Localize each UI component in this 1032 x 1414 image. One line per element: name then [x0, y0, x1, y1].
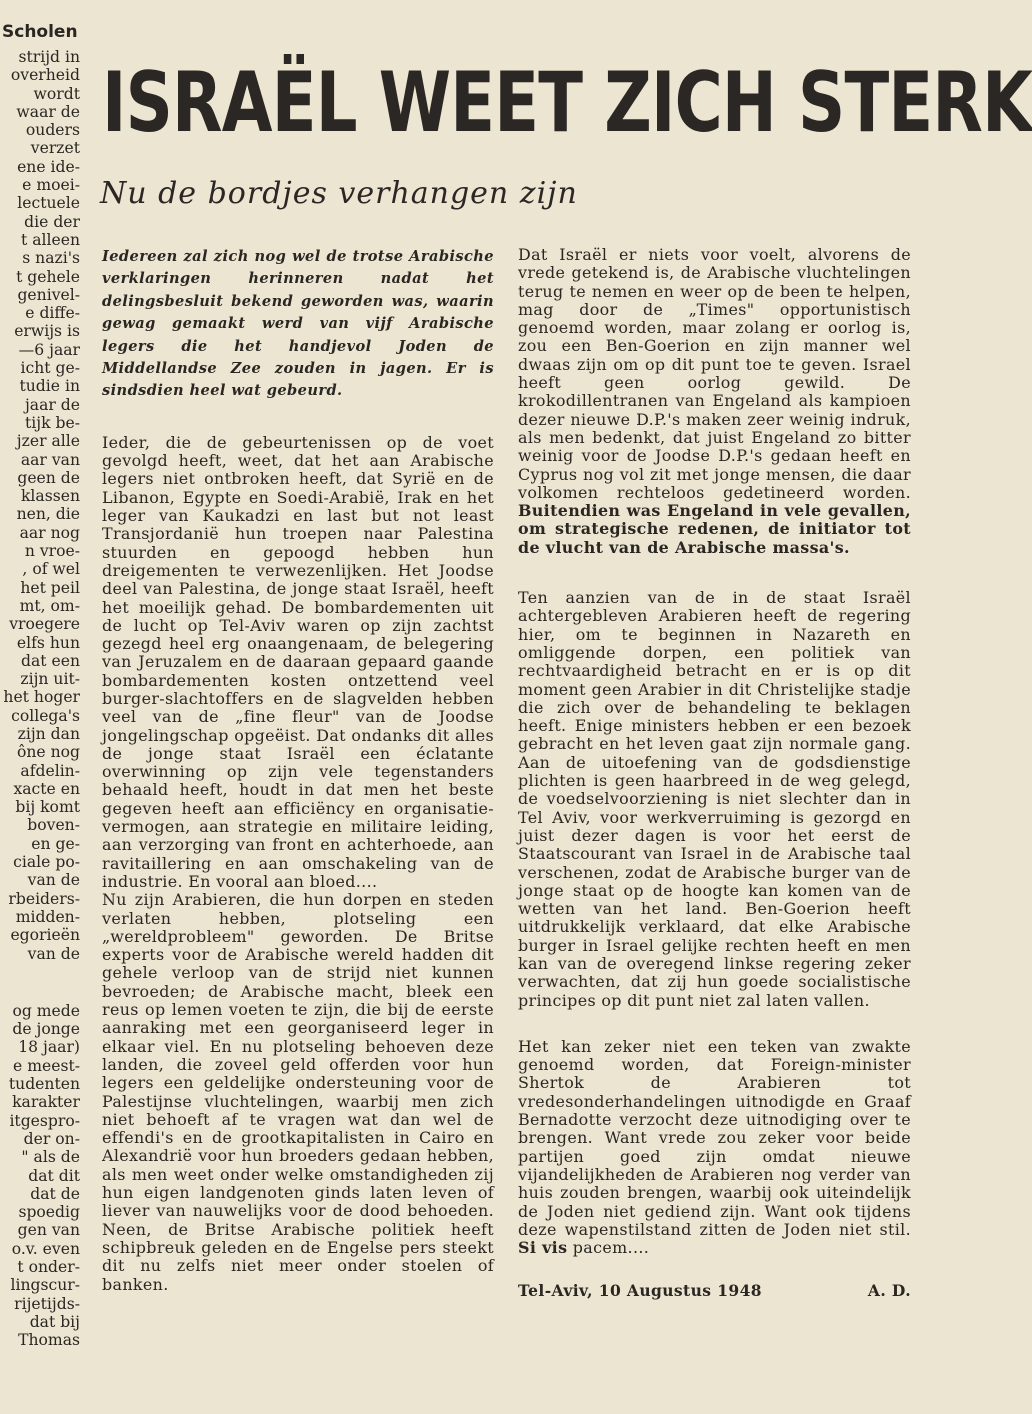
article-column-2: [518, 246, 911, 1301]
article-column-1: [102, 246, 494, 1294]
article-signature: [518, 1281, 911, 1301]
fragment-lines-bottom: [0, 1002, 82, 1350]
fragment-line: e diffe-: [25, 304, 80, 323]
fragment-line: midden-: [15, 907, 80, 926]
fragment-line: overheid: [10, 66, 80, 85]
fragment-line: " als de: [21, 1148, 80, 1167]
fragment-line: afdelin-: [20, 761, 80, 780]
fragment-line: klassen: [20, 487, 80, 506]
fragment-line: t gehele: [16, 267, 80, 286]
fragment-line: dat dit: [28, 1166, 80, 1185]
article-lead: Iedereen zal zich nog wel de trotse Arabische verklaringen herinneren nadat het delingsbesluit bekend geworden was, waarin gewag gemaakt werd van vijf Arabische legers die het handjevol Joden de Middellandse Zee zouden in jagen. Er is sindsdien heel wat gebeurd.: [102, 248, 494, 400]
fragment-line: zijn dan: [17, 724, 80, 743]
fragment-line: vroegere: [9, 615, 80, 634]
body-emphasis: Buitendien was Engeland in vele gevallen, om strategische redenen, de initiator tot de vlucht van de Arabische massa's.: [518, 501, 911, 557]
body-paragraph: Nu zijn Arabieren, die hun dorpen en steden verlaten hebben, plotseling een „wereldprobleem" geworden. De Britse experts voor de Arabische wereld hadden dit gehele verloop van de strijd niet kunnen bevroeden; de Arabische macht, bleek een reus op lemen voeten te zijn, die bij de eerste aanraking met een georganiseerd leger in elkaar viel. En nu plotseling behoeven deze landen, die zoveel geld offerden voor hun legers een geldelijke ondersteuning voor de Palestijnse vluchtelingen, waarbij men zich niet behoeft af te vragen wat dan wel de effendi's en de grootkapitalisten in Cairo en Alexandrië voor hun broeders gedaan hebben, als men weet onder welke omstandigheden zij hun eigen landgenoten ginds laten leven of liever van nauwelijks voor de dood behoeden. Neen, de Britse Arabische politiek heeft schipbreuk geleden en de Engelse pers steekt dit nu zelfs niet meer onder stoelen of banken.: [102, 890, 494, 1294]
fragment-line: dat een: [20, 651, 80, 670]
fragment-line: lectuele: [17, 194, 80, 213]
fragment-line: de jonge: [12, 1020, 80, 1039]
fragment-line: itgespro-: [9, 1111, 80, 1130]
fragment-line: tijk be-: [25, 413, 80, 432]
fragment-line: tudenten: [8, 1075, 80, 1094]
fragment-line: ene ide-: [17, 157, 80, 176]
fragment-line: ciale po-: [13, 853, 80, 872]
fragment-line: rbeiders-: [8, 889, 80, 908]
adjacent-article-fragment: [0, 20, 82, 1400]
fragment-line: bij komt: [15, 798, 80, 817]
fragment-line: waar de: [16, 102, 80, 121]
fragment-line: dat bij: [29, 1312, 80, 1331]
fragment-line: en ge-: [31, 834, 80, 853]
fragment-line: nen, die: [16, 505, 80, 524]
fragment-line: die der: [24, 212, 80, 231]
fragment-line: wordt: [33, 84, 80, 103]
fragment-line: ouders: [25, 121, 80, 140]
article-subtitle: Nu de bordjes verhangen zijn: [100, 176, 578, 211]
fragment-line: boven-: [27, 816, 80, 835]
body-text: Het kan zeker niet een teken van zwakte genoemd worden, dat Foreign-minister Shertok de Arabieren tot vredesonderhandelingen uitnodigde en Graaf Bernadotte verzocht deze uitnodiging over te brengen. Want vrede zou zeker voor beide partijen goed zijn omdat nieuwe vijandelijkheden de Arabieren nog verder van huis zouden brengen, waarbij ook uiteindelijk de Joden niet gediend zijn. Want ook tijdens deze wapenstilstand zitten de Joden niet stil.: [518, 1036, 911, 1239]
fragment-line: icht ge-: [20, 359, 80, 378]
body-paragraph: Ieder, die de gebeurtenissen op de voet gevolgd heeft, weet, dat het aan Arabische legers niet ontbroken heeft, dat Syrië en de Libanon, Egypte en Soedi-Arabië, Irak en het leger van Kaukadzi en last but not least Transjordanië hun troepen naar Palestina stuurden en gepoogd hebben hun dreigementen te verwezenlijken. Het Joodse deel van Palestina, de jonge staat Israël, heeft het moeilijk gehad. De bombardementen uit de lucht op Tel-Aviv waren op zijn zachtst gezegd heel erg onaangenaam, de belegering van Jeruzalem en de daaraan gepaard gaande bombardementen kosten ontzettend veel burger-slachtoffers en de slagvelden hebben veel van de „fine fleur" van de Joodse jongelingschap opgeëist. Dat ondanks dit alles de jonge staat Israël een éclatante overwinning op zijn vele tegenstanders behaald heeft, houdt in dat men het beste gegeven heeft aan efficiëncy en organisatie-vermogen, aan strategie en militaire leiding, aan verzorging van front en achterhoede, aan ravitaillering en aan omschakeling van de industrie. En vooral aan bloed....: [102, 432, 494, 891]
fragment-line: ône nog: [16, 743, 80, 762]
fragment-line: collega's: [11, 706, 80, 725]
fragment-line: aar nog: [19, 523, 80, 542]
fragment-line: jzer alle: [16, 432, 80, 451]
fragment-line: jaar de: [24, 395, 80, 414]
body-text: pacem....: [572, 1238, 650, 1258]
body-paragraph: Ten aanzien van de in de staat Israël achtergebleven Arabieren heeft de regering hier, om te beginnen in Nazareth en omliggende dorpen, een politiek van rechtvaardigheid betracht en er is op dit moment geen Arabier in dit Christelijke stadje die zich over de behandeling te beklagen heeft. Enige ministers hebben er een bezoek gebracht en het leven gaat zijn normale gang. Aan de uitoefening van de godsdienstige plichten is geen haarbreed in de weg gelegd, de voedselvoorziening is niet slechter dan in Tel Aviv, voor werkverruiming is gezorgd en juist dezer dagen is voor het eerst de Staatscourant van Israel in de Arabische taal verschenen, zodat de Arabische burger van de jonge staat op de hoogte kan komen van de wetten van het land. Ben-Goerion heeft uitdrukkelijk verklaard, dat elke Arabische burger in Israel gelijke rechten heeft en men kan van de overegend linkse regering zeker verwachten, dat zij hun goede socialistische principes op dit punt niet zal laten vallen.: [518, 588, 911, 1010]
fragment-line: n vroe-: [24, 542, 80, 561]
dateline: Tel-Aviv, 10 Augustus 1948: [518, 1281, 762, 1301]
fragment-line: het hoger: [3, 688, 80, 707]
fragment-line: o.v. even: [11, 1239, 80, 1258]
fragment-line: het peil: [20, 578, 80, 597]
fragment-line: geen de: [17, 468, 80, 487]
fragment-line: zijn uit-: [20, 670, 80, 689]
fragment-line: mt, om-: [19, 596, 80, 615]
fragment-line: egorieën: [10, 926, 80, 945]
fragment-line: gen van: [17, 1221, 80, 1240]
fragment-line: t onder-: [17, 1258, 80, 1276]
fragment-line: karakter: [12, 1093, 80, 1112]
fragment-line: e meest-: [13, 1056, 80, 1075]
fragment-line: spoedig: [18, 1203, 80, 1222]
fragment-line: xacte en: [13, 779, 80, 798]
fragment-line: van de: [27, 944, 80, 963]
fragment-line: der on-: [23, 1129, 80, 1148]
fragment-line: —6 jaar: [18, 340, 80, 359]
body-emphasis: Si vis: [518, 1238, 568, 1258]
fragment-header: Scholen: [2, 22, 78, 42]
fragment-line: elfs hun: [16, 633, 80, 652]
fragment-line: lingscur-: [10, 1276, 80, 1295]
article-headline: ISRAËL WEET ZICH STERK: [102, 54, 1032, 151]
fragment-line: t alleen: [21, 230, 80, 249]
body-paragraph: [518, 246, 911, 557]
author-initials: A. D.: [867, 1281, 911, 1301]
fragment-line: tudie in: [19, 377, 80, 396]
fragment-line: e moei-: [22, 176, 80, 195]
fragment-line: erwijs is: [14, 322, 80, 341]
body-paragraph: [518, 1038, 911, 1258]
fragment-line: og mede: [12, 1001, 80, 1020]
fragment-line: aar van: [20, 450, 80, 469]
fragment-line: genivel-: [17, 285, 80, 304]
fragment-line: Thomas: [18, 1331, 80, 1350]
body-text: Dat Israël er niets voor voelt, alvorens de vrede getekend is, de Arabische vluchtelingen terug te nemen en weer op de been te helpen, mag door de „Times" opportunistisch genoemd worden, maar zolang er oorlog is, zou een Ben-Goerion en zijn manner wel dwaas zijn om op dit punt toe te geven. Israel heeft geen oorlog gewild. De krokodillentranen van Engeland als kampioen dezer nieuwe D.P.'s maken zeer weinig indruk, als men bedenkt, dat juist Engeland zo bitter weinig voor de Joodse D.P.'s gedaan heeft en Cyprus nog vol zit met jonge mensen, die daar volkomen rechteloos gedetineerd worden.: [518, 245, 911, 502]
fragment-line: verzet: [30, 139, 80, 158]
fragment-line: , of wel: [22, 560, 80, 579]
fragment-line: dat de: [30, 1184, 80, 1203]
fragment-line: rijetijds-: [14, 1294, 80, 1313]
fragment-line: van de: [27, 871, 80, 890]
fragment-lines-top: [0, 48, 82, 963]
fragment-line: 18 jaar): [18, 1038, 80, 1057]
fragment-line: s nazi's: [22, 249, 80, 268]
fragment-line: strijd in: [18, 48, 80, 66]
